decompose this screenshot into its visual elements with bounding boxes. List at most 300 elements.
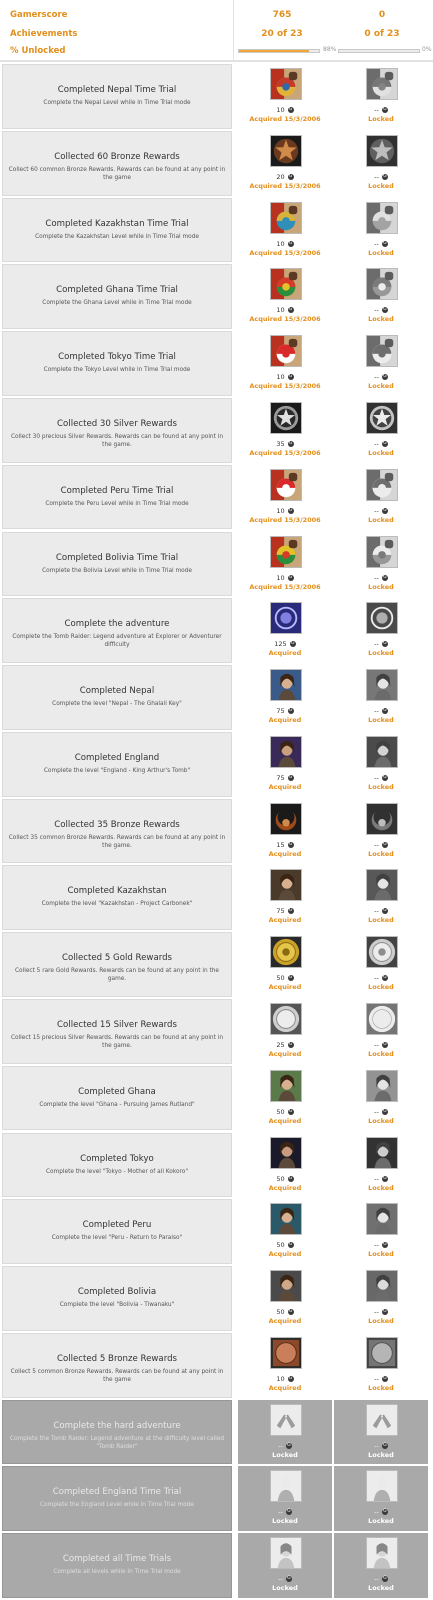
achievement-title: Completed Nepal (79, 686, 155, 696)
player1-achievement-cell (238, 999, 332, 1064)
player2-achievement-cell (334, 932, 428, 997)
player1-achievement-cell (238, 1466, 332, 1531)
achievement-icon[interactable] (270, 602, 302, 634)
points-value: -- (374, 172, 379, 181)
points-value: -- (374, 1041, 379, 1049)
achievement-info-cell (2, 665, 232, 730)
achievement-info-cell (2, 1266, 232, 1331)
achievement-points (238, 707, 332, 715)
achievement-info-cell (2, 732, 232, 797)
achievement-description: Complete the level "Peru - Return to Paraiso" (51, 1235, 183, 1242)
player2-achievement-cell (334, 465, 428, 530)
achievement-info-cell (2, 1333, 232, 1398)
achievement-icon[interactable] (366, 1470, 398, 1502)
points-value: -- (374, 1241, 379, 1250)
achievement-row[interactable] (0, 331, 433, 398)
achievement-icon[interactable] (270, 68, 302, 100)
gamerscore-g-icon: G (383, 1108, 387, 1114)
points-value: -- (374, 974, 379, 983)
achievement-points (238, 774, 332, 782)
points-value: 10 (276, 506, 285, 515)
player1-progress-fill (239, 50, 309, 52)
achievement-row[interactable] (0, 1199, 433, 1266)
achievement-icon[interactable] (366, 936, 398, 968)
player1-achievement-cell (238, 64, 332, 129)
player2-achievement-cell (334, 198, 428, 263)
achievement-icon[interactable] (270, 1003, 302, 1035)
achievement-row[interactable] (0, 1466, 433, 1533)
achievement-points (334, 1041, 428, 1049)
achievement-status: Locked (368, 582, 394, 591)
achievement-points (334, 306, 428, 314)
achievement-title: Collected 5 Bronze Rewards (56, 1353, 178, 1364)
achievement-points (334, 841, 428, 849)
achievement-icon[interactable] (366, 803, 398, 835)
achievement-points (334, 1308, 428, 1316)
achievement-points (334, 974, 428, 982)
achievement-points (238, 173, 332, 181)
achievement-icon[interactable] (270, 1404, 302, 1436)
gamerscore-g-icon: G (288, 841, 293, 847)
achievement-icon[interactable] (366, 68, 398, 100)
achievement-icon[interactable] (270, 1537, 302, 1569)
player1-progress-bar (238, 49, 320, 53)
player2-achievement-cell (334, 1466, 428, 1531)
achievement-info-cell (2, 598, 232, 663)
gamerscore-g-icon: G (383, 641, 387, 647)
achievement-status: Locked (368, 181, 394, 190)
achievement-points (334, 240, 428, 248)
player1-achievement-cell (238, 198, 332, 263)
achievement-status: Acquired (268, 849, 302, 858)
gamerscore-g-icon: G (287, 1442, 291, 1448)
achievement-icon[interactable] (270, 402, 302, 434)
achievement-status: Locked (272, 1517, 298, 1526)
gamerscore-g-icon: G (383, 307, 387, 313)
points-value: 10 (276, 1374, 285, 1383)
player1-achievement-cell (238, 532, 332, 597)
player2-achievement-cell (334, 1400, 428, 1465)
achievement-status: Locked (368, 1584, 394, 1593)
player1-achievement-cell (238, 1400, 332, 1465)
points-value: -- (374, 773, 379, 782)
points-value: 15 (276, 840, 285, 849)
achievement-icon[interactable] (270, 803, 302, 835)
achievement-points (238, 907, 332, 915)
achievement-status: Locked (272, 1584, 298, 1593)
player2-achievements: 0 of 23 (364, 29, 400, 39)
gamerscore-g-icon: G (288, 173, 293, 179)
gamerscore-g-icon: G (383, 708, 387, 713)
achievement-description: Complete the level "Bolivia - Tiwanaku" (59, 1302, 175, 1309)
achievement-icon[interactable] (270, 268, 302, 300)
points-value: 10 (276, 239, 285, 248)
achievement-icon[interactable] (366, 1003, 398, 1035)
gamerscore-g-icon: G (383, 1309, 387, 1315)
gamerscore-g-icon: G (383, 1242, 387, 1248)
gamerscore-g-icon: G (288, 908, 293, 914)
achievement-info-cell (2, 1466, 232, 1531)
achievement-icon[interactable] (270, 1270, 302, 1302)
achievement-icon[interactable] (366, 869, 398, 901)
player1-achievement-cell (238, 598, 332, 663)
achievement-title: Completed Ghana (78, 1086, 156, 1097)
player1-achievement-cell (238, 865, 332, 930)
achievement-status: Locked (272, 1450, 298, 1459)
points-value: 50 (276, 1107, 285, 1116)
achievement-status: Locked (368, 849, 394, 858)
achievement-description: Complete the Tomb Raider: Legend adventure at Explorer or Adventurer difficulty (12, 634, 222, 649)
points-value: 35 (276, 439, 285, 448)
achievement-icon[interactable] (366, 669, 398, 701)
achievement-description: Collect 5 rare Gold Rewards. Rewards can be found at any point in the game. (15, 968, 219, 983)
points-value: 75 (276, 907, 285, 916)
achievement-points (334, 1442, 428, 1450)
achievement-status: Locked (368, 382, 394, 391)
achievement-status: Acquired (268, 1050, 302, 1058)
player1-achievement-cell (238, 665, 332, 730)
achievement-status: Locked (368, 1050, 394, 1058)
achievement-icon[interactable] (366, 1137, 398, 1169)
achievement-title: Collected 15 Silver Rewards (57, 1020, 177, 1030)
achievement-title: Completed Ghana Time Trial (56, 285, 178, 296)
gamerscore-g-icon: G (383, 173, 387, 179)
achievement-status: Locked (368, 1517, 394, 1526)
player1-achievement-cell (238, 1133, 332, 1198)
achievement-status: Locked (368, 649, 394, 658)
achievement-title: Completed Tokyo (80, 1153, 154, 1164)
achievement-list (0, 64, 433, 1600)
achievement-description: Collect 30 precious Silver Rewards. Rewards can be found at any point in the game. (10, 433, 224, 448)
player2-achievement-cell (334, 1333, 428, 1398)
achievement-row[interactable] (0, 1266, 433, 1333)
gamerscore-g-icon: G (288, 307, 293, 313)
gamerscore-g-icon: G (383, 507, 387, 513)
achievement-icon[interactable] (366, 1404, 398, 1436)
achievements-label: Achievements (10, 29, 78, 39)
achievement-icon[interactable] (366, 1070, 398, 1102)
achievement-row[interactable] (0, 1066, 433, 1133)
achievement-status: Locked (368, 248, 394, 257)
achievement-row[interactable] (0, 732, 433, 799)
achievement-status: Locked (368, 1183, 394, 1192)
achievement-title: Completed England (74, 752, 160, 763)
achievement-status: Acquired (268, 782, 302, 791)
achievement-status: Locked (368, 315, 394, 324)
achievement-description: Complete the Kazakhstan Level while in Time Trial mode (35, 233, 199, 240)
achievement-description: Complete the level "England - King Arthur's Tomb" (43, 767, 191, 774)
achievement-info-cell (2, 865, 232, 930)
points-value: 50 (276, 1308, 285, 1317)
player2-achievement-cell (334, 264, 428, 329)
points-value: -- (374, 1508, 379, 1517)
achievement-row[interactable] (0, 1133, 433, 1200)
gamerscore-g-icon: G (288, 1042, 293, 1047)
gamerscore-g-icon: G (383, 841, 387, 847)
achievement-points (238, 974, 332, 982)
achievement-points (334, 173, 428, 181)
achievement-icon[interactable] (270, 869, 302, 901)
achievement-info-cell (2, 1133, 232, 1198)
achievement-status: Acquired 15/3/2006 (249, 248, 321, 257)
player1-achievement-cell (238, 1066, 332, 1131)
player2-achievement-cell (334, 64, 428, 129)
achievement-icon[interactable] (270, 736, 302, 768)
points-value: -- (374, 306, 379, 315)
gamerscore-g-icon: G (383, 440, 387, 446)
achievement-status: Locked (368, 782, 394, 791)
achievement-info-cell (2, 1199, 232, 1264)
achievement-status: Locked (368, 515, 394, 524)
achievement-status: Locked (368, 1450, 394, 1459)
achievement-points (238, 1575, 332, 1583)
achievement-row[interactable] (0, 532, 433, 599)
achievement-row[interactable] (0, 398, 433, 465)
achievement-row[interactable] (0, 264, 433, 331)
achievement-status: Locked (368, 1116, 394, 1125)
achievement-icon[interactable] (366, 1537, 398, 1569)
achievement-icon[interactable] (270, 1137, 302, 1169)
gamerscore-g-icon: G (288, 574, 293, 580)
unlocked-label: % Unlocked (10, 46, 66, 56)
achievement-icon[interactable] (270, 1070, 302, 1102)
achievement-row[interactable] (0, 131, 433, 198)
achievement-icon[interactable] (366, 469, 398, 501)
achievement-info-cell (2, 1400, 232, 1465)
gamerscore-g-icon: G (287, 1509, 291, 1515)
achievement-row[interactable] (0, 799, 433, 866)
points-value: -- (374, 506, 379, 515)
achievement-points (334, 1508, 428, 1516)
achievement-status: Acquired 15/3/2006 (249, 582, 321, 591)
player2-achievement-cell (334, 1533, 428, 1598)
achievement-info-cell (2, 398, 232, 463)
achievement-info-cell (2, 264, 232, 329)
achievement-status: Locked (368, 1250, 394, 1259)
achievement-title: Complete the adventure (64, 619, 170, 630)
achievement-row[interactable] (0, 1400, 433, 1467)
points-value: -- (278, 1508, 283, 1517)
achievement-info-cell (2, 331, 232, 396)
achievement-points (334, 1175, 428, 1183)
player1-achievement-cell (238, 799, 332, 864)
points-value: 20 (276, 172, 285, 181)
achievement-description: Collect 5 common Bronze Rewards. Rewards can be found at any point in the game (10, 1368, 224, 1383)
player1-achievement-cell (238, 131, 332, 196)
achievement-icon[interactable] (270, 335, 302, 367)
points-value: 10 (276, 373, 285, 382)
achievement-title: Completed England Time Trial (52, 1487, 182, 1498)
achievement-row[interactable] (0, 465, 433, 532)
points-value: -- (374, 1441, 379, 1450)
achievement-icon[interactable] (270, 936, 302, 968)
gamerscore-g-icon: G (383, 908, 387, 914)
achievement-points (334, 106, 428, 114)
achievement-status: Acquired 15/3/2006 (249, 315, 321, 324)
achievement-icon[interactable] (270, 469, 302, 501)
points-value: 50 (276, 974, 285, 983)
achievement-icon[interactable] (366, 202, 398, 234)
achievement-status: Locked (368, 716, 394, 724)
achievement-description: Complete the Tokyo Level while in Time Trial mode (43, 367, 191, 374)
achievement-icon[interactable] (270, 1203, 302, 1235)
player2-achievement-cell (334, 398, 428, 463)
achievement-icon[interactable] (270, 669, 302, 701)
player2-achievement-cell (334, 732, 428, 797)
points-value: -- (374, 1174, 379, 1183)
achievement-row[interactable] (0, 598, 433, 665)
player2-achievement-cell (334, 1199, 428, 1264)
achievement-title: Collected 5 Gold Rewards (61, 953, 173, 964)
gamerscore-g-icon: G (383, 574, 387, 580)
achievement-icon[interactable] (366, 135, 398, 167)
points-value: 50 (276, 1241, 285, 1250)
achievement-row[interactable] (0, 932, 433, 999)
achievement-info-cell (2, 131, 232, 196)
achievement-title: Completed Bolivia Time Trial (55, 552, 179, 563)
points-value: 10 (276, 106, 285, 114)
points-value: -- (374, 1575, 379, 1584)
achievement-row[interactable] (0, 198, 433, 265)
achievement-title: Collected 30 Silver Rewards (57, 418, 177, 429)
player2-achievement-cell (334, 532, 428, 597)
achievement-points (334, 707, 428, 715)
achievement-points (334, 507, 428, 515)
achievement-points (334, 1108, 428, 1116)
achievement-status: Acquired (268, 716, 302, 724)
achievement-points (238, 841, 332, 849)
achievement-icon[interactable] (270, 1470, 302, 1502)
player2-achievement-cell (334, 1266, 428, 1331)
achievement-title: Completed Kazakhstan Time Trial (45, 218, 189, 229)
achievement-points (238, 306, 332, 314)
achievement-status: Acquired 15/3/2006 (249, 382, 321, 391)
achievement-points (334, 440, 428, 448)
gamerscore-g-icon: G (383, 240, 387, 246)
player2-achievement-cell (334, 1066, 428, 1131)
achievement-row[interactable] (0, 1533, 433, 1600)
achievement-status: Locked (368, 448, 394, 457)
achievement-icon[interactable] (270, 202, 302, 234)
player2-achievement-cell (334, 331, 428, 396)
achievement-icon[interactable] (366, 602, 398, 634)
achievement-description: Complete all levels while in Time Trial mode (53, 1569, 181, 1576)
achievement-status: Acquired (268, 1116, 302, 1125)
achievement-status: Locked (368, 1383, 394, 1392)
achievement-row[interactable] (0, 999, 433, 1066)
gamerscore-g-icon: G (383, 374, 387, 380)
player1-percent: 88% (323, 46, 337, 53)
points-value: 75 (276, 773, 285, 782)
achievement-info-cell (2, 799, 232, 864)
player2-achievement-cell (334, 665, 428, 730)
player1-achievement-cell (238, 732, 332, 797)
achievement-status: Locked (368, 983, 394, 992)
achievement-description: Complete the Tomb Raider: Legend adventure at the difficulty level called "Tomb Raider" (9, 1435, 225, 1450)
player1-achievement-cell (238, 932, 332, 997)
player2-achievement-cell (334, 999, 428, 1064)
achievement-icon[interactable] (366, 1203, 398, 1235)
achievement-status: Acquired 15/3/2006 (249, 448, 321, 457)
achievement-points (238, 240, 332, 248)
player1-achievements: 20 of 23 (261, 29, 303, 39)
points-value: -- (374, 840, 379, 849)
achievement-description: Complete the Ghana Level while in Time Trial mode (42, 300, 192, 307)
achievement-status: Locked (368, 916, 394, 925)
achievement-points (334, 640, 428, 648)
achievement-icon[interactable] (366, 1337, 398, 1369)
achievement-description: Collect 35 common Bronze Rewards. Rewards can be found at any point in the game. (8, 834, 226, 849)
achievement-row[interactable] (0, 665, 433, 732)
achievement-info-cell (2, 198, 232, 263)
achievement-status: Acquired (268, 1383, 302, 1392)
achievement-status: Locked (368, 115, 394, 123)
achievement-icon[interactable] (366, 736, 398, 768)
player2-progress-bar (338, 49, 420, 53)
achievement-row[interactable] (0, 1333, 433, 1400)
achievement-status: Acquired (268, 1183, 302, 1192)
achievement-icon[interactable] (270, 135, 302, 167)
achievement-row[interactable] (0, 64, 433, 131)
achievement-title: Completed Bolivia (77, 1287, 157, 1298)
achievement-title: Collected 60 Bronze Rewards (54, 151, 180, 162)
points-value: -- (374, 907, 379, 916)
player2-achievement-cell (334, 1133, 428, 1198)
achievement-info-cell (2, 532, 232, 597)
achievement-icon[interactable] (366, 536, 398, 568)
achievement-points (238, 507, 332, 515)
player1-achievement-cell (238, 1533, 332, 1598)
achievement-description: Complete the level "Nepal - The Ghalali Key" (52, 701, 182, 707)
achievement-description: Complete the level "Ghana - Pursuing James Rutland" (39, 1101, 195, 1108)
achievement-status: Acquired (268, 1250, 302, 1259)
achievement-points (334, 1575, 428, 1583)
achievement-points (238, 1241, 332, 1249)
points-value: -- (374, 1107, 379, 1116)
achievement-row[interactable] (0, 865, 433, 932)
achievement-info-cell (2, 1066, 232, 1131)
achievement-icon[interactable] (366, 402, 398, 434)
gamerscore-label: Gamerscore (10, 10, 68, 20)
achievement-points (238, 440, 332, 448)
achievement-icon[interactable] (366, 1270, 398, 1302)
gamerscore-g-icon: G (383, 1042, 387, 1047)
gamerscore-g-icon: G (288, 1375, 293, 1381)
achievement-description: Complete the Nepal Level while in Time Trial mode (43, 100, 191, 106)
gamerscore-g-icon: G (288, 708, 293, 713)
achievement-status: Acquired 15/3/2006 (249, 181, 321, 190)
achievement-icon[interactable] (270, 1337, 302, 1369)
points-value: -- (374, 640, 379, 649)
gamerscore-g-icon: G (383, 975, 387, 981)
gamerscore-g-icon: G (383, 774, 387, 780)
points-value: -- (374, 707, 379, 715)
points-value: 10 (276, 306, 285, 315)
achievement-description: Complete the Bolivia Level while in Time Trial mode (42, 567, 192, 574)
achievement-points (238, 373, 332, 381)
achievement-title: Completed Kazakhstan (67, 886, 167, 897)
player2-achievement-cell (334, 598, 428, 663)
achievement-description: Collect 60 common Bronze Rewards. Rewards can be found at any point in the game (8, 166, 226, 181)
achievement-icon[interactable] (366, 268, 398, 300)
achievement-description: Complete the England Level while in Time Trial mode (40, 1502, 194, 1509)
achievement-points (238, 574, 332, 582)
achievement-icon[interactable] (366, 335, 398, 367)
player2-achievement-cell (334, 131, 428, 196)
achievement-icon[interactable] (270, 536, 302, 568)
player1-achievement-cell (238, 1199, 332, 1264)
achievement-points (334, 774, 428, 782)
